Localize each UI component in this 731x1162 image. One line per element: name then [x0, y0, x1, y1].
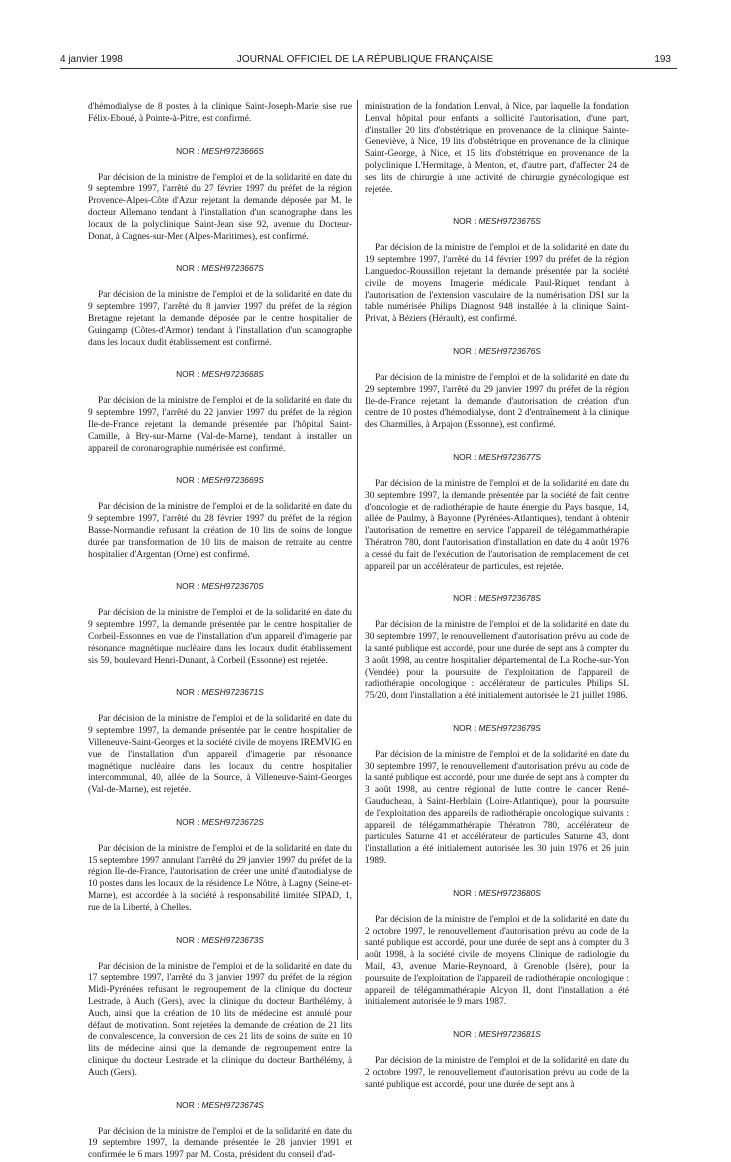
column-divider	[357, 100, 358, 960]
decision-text: Par décision de la ministre de l'emploi et de la solidarité en date du 9 septembre 1997, l'arrêté du 28 février 1997 du préfet de la région Basse-Normandie refusant la création de 10 lits de soins de longue durée par transformation de 10 lits de maison de retraite au centre hospitalier d'Argentan (Orne) est confirmé.	[88, 502, 352, 560]
decision-text: Par décision de la ministre de l'emploi et de la solidarité en date du 2 octobre 1997, le renouvellement d'autorisation prévu au code de la santé publique est accordé, pour une durée de sept ans à compter du 3 août 1998, à la société civile de moyens Clinique de radiologie du Mail, 43, avenue Marie-Reynoard, à Grenoble (Isère), pour la poursuite de l'exploitation de l'appareil de radiothérapie oncologique : appareil de télégammathérapie Alcyon II, dont l'installation a été initialement autorisée le 9 mars 1987.	[365, 914, 629, 1008]
decision-entry	[88, 581, 352, 667]
nor-reference	[365, 723, 629, 733]
nor-reference	[365, 1029, 629, 1039]
decision-text: Par décision de la ministre de l'emploi et de la solidarité en date du 9 septembre 1997, la demande présentée par le centre hospitalier de Corbeil-Essonnes en vue de l'installation d'un appareil d'imagerie par résonance magnétique nucléaire dans les locaux dudit établissement sis 59, boulevard Henri-Dunant, à Corbeil (Essonne) est rejetée.	[88, 608, 352, 666]
nor-reference	[88, 687, 352, 697]
nor-label: NOR :	[176, 1099, 200, 1110]
decision-text: Par décision de la ministre de l'emploi et de la solidarité en date du 9 septembre 1997, l'arrêté du 22 janvier 1997 du préfet de la région Ile-de-France rejetant la demande présentée par l'hôpital Saint-Camille, à Bry-sur-Marne (Val-de-Marne), tendant à installer un appareil de coronarographie numérisée est confirmé.	[88, 396, 352, 454]
decision-text: Par décision de la ministre de l'emploi et de la solidarité en date du 30 septembre 1997, le renouvellement d'autorisation prévu au code de la santé publique est accordé, pour une durée de sept ans à compter du 3 août 1998, au centre hospitalier départemental de La Roche-sur-Yon (Vendée) pour la poursuite de l'exploitation de l'appareil de radiothérapie oncologique : accélérateur de particules Philips SL 75/20, dont l'installation a été initialement autorisée le 21 juillet 1986.	[365, 620, 629, 702]
decision-text: Par décision de la ministre de l'emploi et de la solidarité en date du 9 septembre 1997, la demande présentée par le centre hospitalier de Villeneuve-Saint-Georges et la société civile de moyens IREMVIG en vue de l'installation d'un appareil d'imagerie par résonance magnétique nucléaire dans les locaux du centre hospitalier intercommunal, 40, allée de la Source, à Villeneuve-Saint-Georges (Val-de-Marne), est rejetée.	[88, 714, 352, 796]
continuation-text: ministration de la fondation Lenval, à Nice, par laquelle la fondation Lenval hôpital pour enfants a sollicité l'autorisation, d'une part, d'installer 20 lits d'obstétrique en provenance de la clinique Sainte-Geneviève, à Nice, 19 lits d'obstétrique en provenance de la clinique Saint-George, à Nice, et 15 lits d'obstétrique en provenance de la polyclinique L'Hermitage, à Menton, et, d'autre part, d'affecter 24 de ses lits de chirurgie à une activité de chirurgie gynécologique est rejetée.	[365, 102, 629, 195]
nor-code: MESH9723669S	[201, 475, 264, 486]
decision-entry	[365, 452, 629, 573]
decision-text: Par décision de la ministre de l'emploi et de la solidarité en date du 9 septembre 1997, l'arrêté du 8 janvier 1997 du préfet de la région Bretagne rejetant la demande déposée par le centre hospitalier de Guingamp (Côtes-d'Armor) tendant à l'installation d'un scanographe dans les locaux dudit établissement est confirmé.	[88, 290, 352, 348]
nor-code: MESH9723677S	[478, 451, 541, 462]
decision-text: Par décision de la ministre de l'emploi et de la solidarité en date du 30 septembre 1997, la demande présentée par la société de fait centre d'oncologie et de radiothérapie de haute énergie du Pays basque, 14, allée de Paulmy, à Bayonne (Pyrénées-Atlantiques), tendant à obtenir l'autorisation de remettre en service l'appareil de télégammathérapie Thératron 780, dont l'autorisation d'installation en date du 4 août 1976 a cessé du fait de l'exécution de l'autorisation de remplacement de cet appareil par un accélérateur de particules, est rejetée.	[365, 478, 629, 572]
nor-reference	[365, 346, 629, 356]
nor-code: MESH9723675S	[478, 216, 541, 227]
page-header	[0, 0, 731, 72]
header-date: 4 janvier 1998	[60, 54, 123, 65]
nor-code: MESH9723674S	[201, 1099, 264, 1110]
decision-entry	[88, 369, 352, 455]
nor-label: NOR :	[453, 593, 477, 604]
nor-code: MESH9723666S	[201, 145, 264, 156]
nor-reference	[365, 216, 629, 226]
nor-label: NOR :	[176, 687, 200, 698]
nor-code: MESH9723671S	[201, 687, 264, 698]
left-entries	[88, 146, 352, 1162]
right-entries	[365, 216, 629, 1091]
decision-entry	[88, 687, 352, 797]
continuation-text: d'hémodialyse de 8 postes à la clinique Saint-Joseph-Marie sise rue Félix-Eboué, à Pointe-à-Pitre, est confirmé.	[88, 102, 352, 124]
decision-entry	[88, 146, 352, 244]
left-column	[88, 102, 352, 1161]
decision-text: Par décision de la ministre de l'emploi et de la solidarité en date du 29 septembre 1997, l'arrêté du 29 janvier 1997 du préfet de la région Ile-de-France rejetant la demande d'autorisation de création d'un centre de 10 postes d'hémodialyse, dont 2 d'entraînement à la clinique des Charmilles, à Arpajon (Essonne), est confirmé.	[365, 372, 629, 431]
nor-code: MESH9723681S	[478, 1029, 541, 1040]
decision-text: Par décision de la ministre de l'emploi et de la solidarité en date du 2 octobre 1997, le renouvellement d'autorisation prévu au code de la santé publique est accordé, pour une durée de sept ans à	[365, 1056, 629, 1090]
page-number: 193	[654, 54, 671, 65]
nor-label: NOR :	[453, 345, 477, 356]
decision-entry	[365, 1029, 629, 1091]
nor-label: NOR :	[176, 475, 200, 486]
nor-label: NOR :	[176, 369, 200, 380]
nor-label: NOR :	[453, 216, 477, 227]
nor-code: MESH9723678S	[478, 593, 541, 604]
nor-code: MESH9723680S	[478, 887, 541, 898]
nor-code: MESH9723670S	[201, 581, 264, 592]
nor-reference	[88, 1100, 352, 1110]
nor-reference	[88, 581, 352, 591]
decision-entry	[88, 817, 352, 915]
nor-label: NOR :	[176, 581, 200, 592]
decision-entry	[365, 723, 629, 868]
nor-label: NOR :	[176, 145, 200, 156]
decision-entry	[88, 935, 352, 1080]
nor-code: MESH9723667S	[201, 263, 264, 274]
nor-code: MESH9723679S	[478, 722, 541, 733]
nor-code: MESH9723676S	[478, 345, 541, 356]
decision-text: Par décision de la ministre de l'emploi et de la solidarité en date du 9 septembre 1997, l'arrêté du 27 février 1997 du préfet de la région Provence-Alpes-Côte d'Azur rejetant la demande déposée par M. le docteur Allemano tendant à l'installation d'un scanographe dans les locaux de la polyclinique Saint-Jean sise 92, avenue du Docteur-Donat, à Cagnes-sur-Mer (Alpes-Maritimes), est confirmé.	[88, 172, 352, 242]
nor-reference	[365, 593, 629, 603]
decision-entry	[88, 263, 352, 349]
nor-reference	[88, 263, 352, 273]
decision-text: Par décision de la ministre de l'emploi et de la solidarité en date du 19 septembre 1997, l'arrêté du 14 février 1997 du préfet de la région Languedoc-Roussillon rejetant la demande présentée par la société civile de moyens Imagerie médicale Paul-Riquet tendant à l'autorisation de l'extension vasculaire de la numérisation DSI sur la table numérisée Philips Diagnost 948 installée à la clinique Saint-Privat, à Béziers (Hérault), est confirmé.	[365, 243, 629, 325]
right-column	[365, 102, 629, 1090]
decision-entry	[365, 216, 629, 326]
nor-label: NOR :	[176, 934, 200, 945]
nor-label: NOR :	[453, 722, 477, 733]
decision-entry	[365, 346, 629, 432]
decision-entry	[88, 475, 352, 561]
decision-entry	[365, 593, 629, 703]
nor-label: NOR :	[453, 887, 477, 898]
nor-reference	[88, 146, 352, 156]
decision-text: Par décision de la ministre de l'emploi et de la solidarité en date du 30 septembre 1997, le renouvellement d'autorisation prévu au code de la santé publique est accordé, pour une durée de sept ans à compter du 3 août 1998, au centre régional de lutte contre le cancer René-Gauducheau, à Saint-Herblain (Loire-Atlantique), pour la poursuite de l'exploitation des appareils de radiothérapie oncologique suivants : appareil de télégammathérapie Thératron 780, accélérateur de particules Saturne 41 et accélérateur de particules Saturne 43, dont l'installation a été initialement autorisée les 30 juin 1976 et 26 juin 1989.	[365, 749, 629, 867]
nor-code: MESH9723672S	[201, 816, 264, 827]
nor-reference	[88, 369, 352, 379]
nor-reference	[88, 475, 352, 485]
nor-reference	[365, 888, 629, 898]
nor-label: NOR :	[176, 816, 200, 827]
decision-entry	[365, 888, 629, 1009]
nor-reference	[88, 935, 352, 945]
decision-text: Par décision de la ministre de l'emploi et de la solidarité en date du 19 septembre 1997, la demande présentée le 28 janvier 1991 et confirmée le 6 mars 1997 par M. Costa, président du conseil d'ad-	[88, 1126, 352, 1161]
nor-reference	[88, 817, 352, 827]
nor-label: NOR :	[176, 263, 200, 274]
nor-code: MESH9723673S	[201, 934, 264, 945]
nor-reference	[365, 452, 629, 462]
nor-label: NOR :	[453, 1029, 477, 1040]
nor-label: NOR :	[453, 451, 477, 462]
journal-title: JOURNAL OFFICIEL DE LA RÉPUBLIQUE FRANÇAISE	[236, 54, 494, 65]
decision-entry	[88, 1100, 352, 1162]
decision-text: Par décision de la ministre de l'emploi et de la solidarité en date du 17 septembre 1997, l'arrêté du 3 janvier 1997 du préfet de la région Midi-Pyrénées refusant le regroupement de la clinique du docteur Lestrade, à Auch (Gers), avec la clinique du docteur Barthélémy, à Auch, ainsi que la création de 10 lits de médecine est annulé pour défaut de motivation. Sont rejetées la demande de création de 21 lits de convalescence, la conversion de ces 21 lits de soins de suite en 10 lits de médecine ainsi que la demande de regroupement entre la clinique du docteur Lestrade et la clinique du docteur Barthélémy, à Auch (Gers).	[88, 961, 352, 1078]
header-rule	[60, 68, 677, 69]
nor-code: MESH9723668S	[201, 369, 264, 380]
decision-text: Par décision de la ministre de l'emploi et de la solidarité en date du 15 septembre 1997 annulant l'arrêté du 29 janvier 1997 du préfet de la région Ile-de-France, l'autorisation de créer une unité d'autodialyse de 10 postes dans les locaux de la résidence Le Nôtre, à Lagny (Seine-et-Marne), est accordée à la société à responsabilité limitée SIPAD, 1, rue de la Liberté, à Chelles.	[88, 843, 352, 913]
